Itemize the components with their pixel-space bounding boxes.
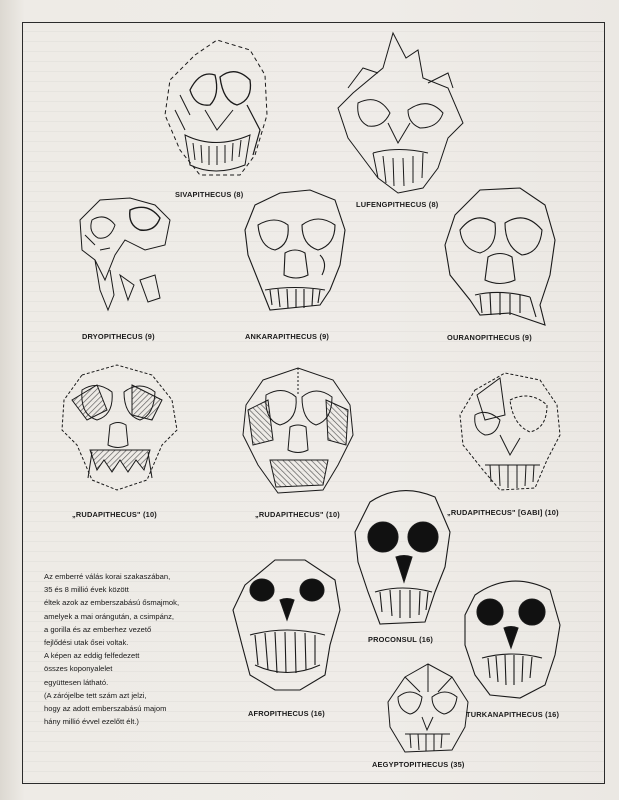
sivapithecus-label: SIVAPITHECUS (8) — [175, 190, 244, 199]
proconsul-skull-drawing — [350, 482, 455, 632]
caption-line: hogy az adott emberszabású majom — [44, 704, 167, 714]
caption-line: 35 és 8 millió évek között — [44, 585, 129, 595]
figure-caption — [44, 570, 244, 728]
proconsul-label: PROCONSUL (16) — [368, 635, 434, 644]
turkanapithecus-skull-drawing — [460, 570, 565, 705]
ouranopithecus-skull-drawing — [440, 185, 560, 330]
afropithecus-label: AFROPITHECUS (16) — [248, 709, 325, 718]
rudapithecus-skull-drawing-2 — [238, 365, 358, 500]
dryopithecus-label: DRYOPITHECUS (9) — [82, 332, 155, 341]
caption-line: amelyek a mai orángután, a csimpánz, — [44, 611, 175, 621]
caption-line: összes koponyalelet — [44, 664, 113, 674]
caption-line: hány millió évvel ezelőtt élt.) — [44, 717, 139, 727]
dryopithecus-skull-drawing — [70, 190, 180, 320]
ankarapithecus-skull-drawing — [240, 185, 350, 325]
caption-line: együttesen látható. — [44, 677, 109, 687]
caption-line: éltek azok az emberszabású ősmajmok, — [44, 598, 180, 608]
lufengpithecus-skull-drawing — [328, 28, 468, 198]
caption-line: A képen az eddig felfedezett — [44, 651, 140, 661]
aegyptopithecus-label: AEGYPTOPITHECUS (35) — [372, 760, 465, 769]
caption-line: Az emberré válás korai szakaszában, — [44, 572, 171, 581]
rudapithecus-label-1: „RUDAPITHECUS" (10) — [72, 510, 157, 519]
caption-line: fejlődési utak ősei voltak. — [44, 638, 129, 648]
rudapithecus-skull-drawing-1 — [52, 360, 187, 500]
rudapithecus-gabi-skull-drawing — [455, 370, 565, 495]
rudapithecus-label-2: „RUDAPITHECUS" (10) — [255, 510, 340, 519]
turkanapithecus-label: TURKANAPITHECUS (16) — [466, 710, 560, 719]
sivapithecus-skull-drawing — [155, 35, 275, 185]
rudapithecus-gabi-label: „RUDAPITHECUS" [GABI] (10) — [447, 508, 559, 517]
ouranopithecus-label: OURANOPITHECUS (9) — [447, 333, 532, 342]
caption-line: (A zárójelbe tett szám azt jelzi, — [44, 690, 147, 700]
ankarapithecus-label: ANKARAPITHECUS (9) — [245, 332, 330, 341]
lufengpithecus-label: LUFENGPITHECUS (8) — [356, 200, 439, 209]
afropithecus-skull-drawing — [230, 555, 345, 695]
caption-line: a gorilla és az emberhez vezető — [44, 624, 152, 634]
aegyptopithecus-skull-drawing — [380, 662, 475, 757]
